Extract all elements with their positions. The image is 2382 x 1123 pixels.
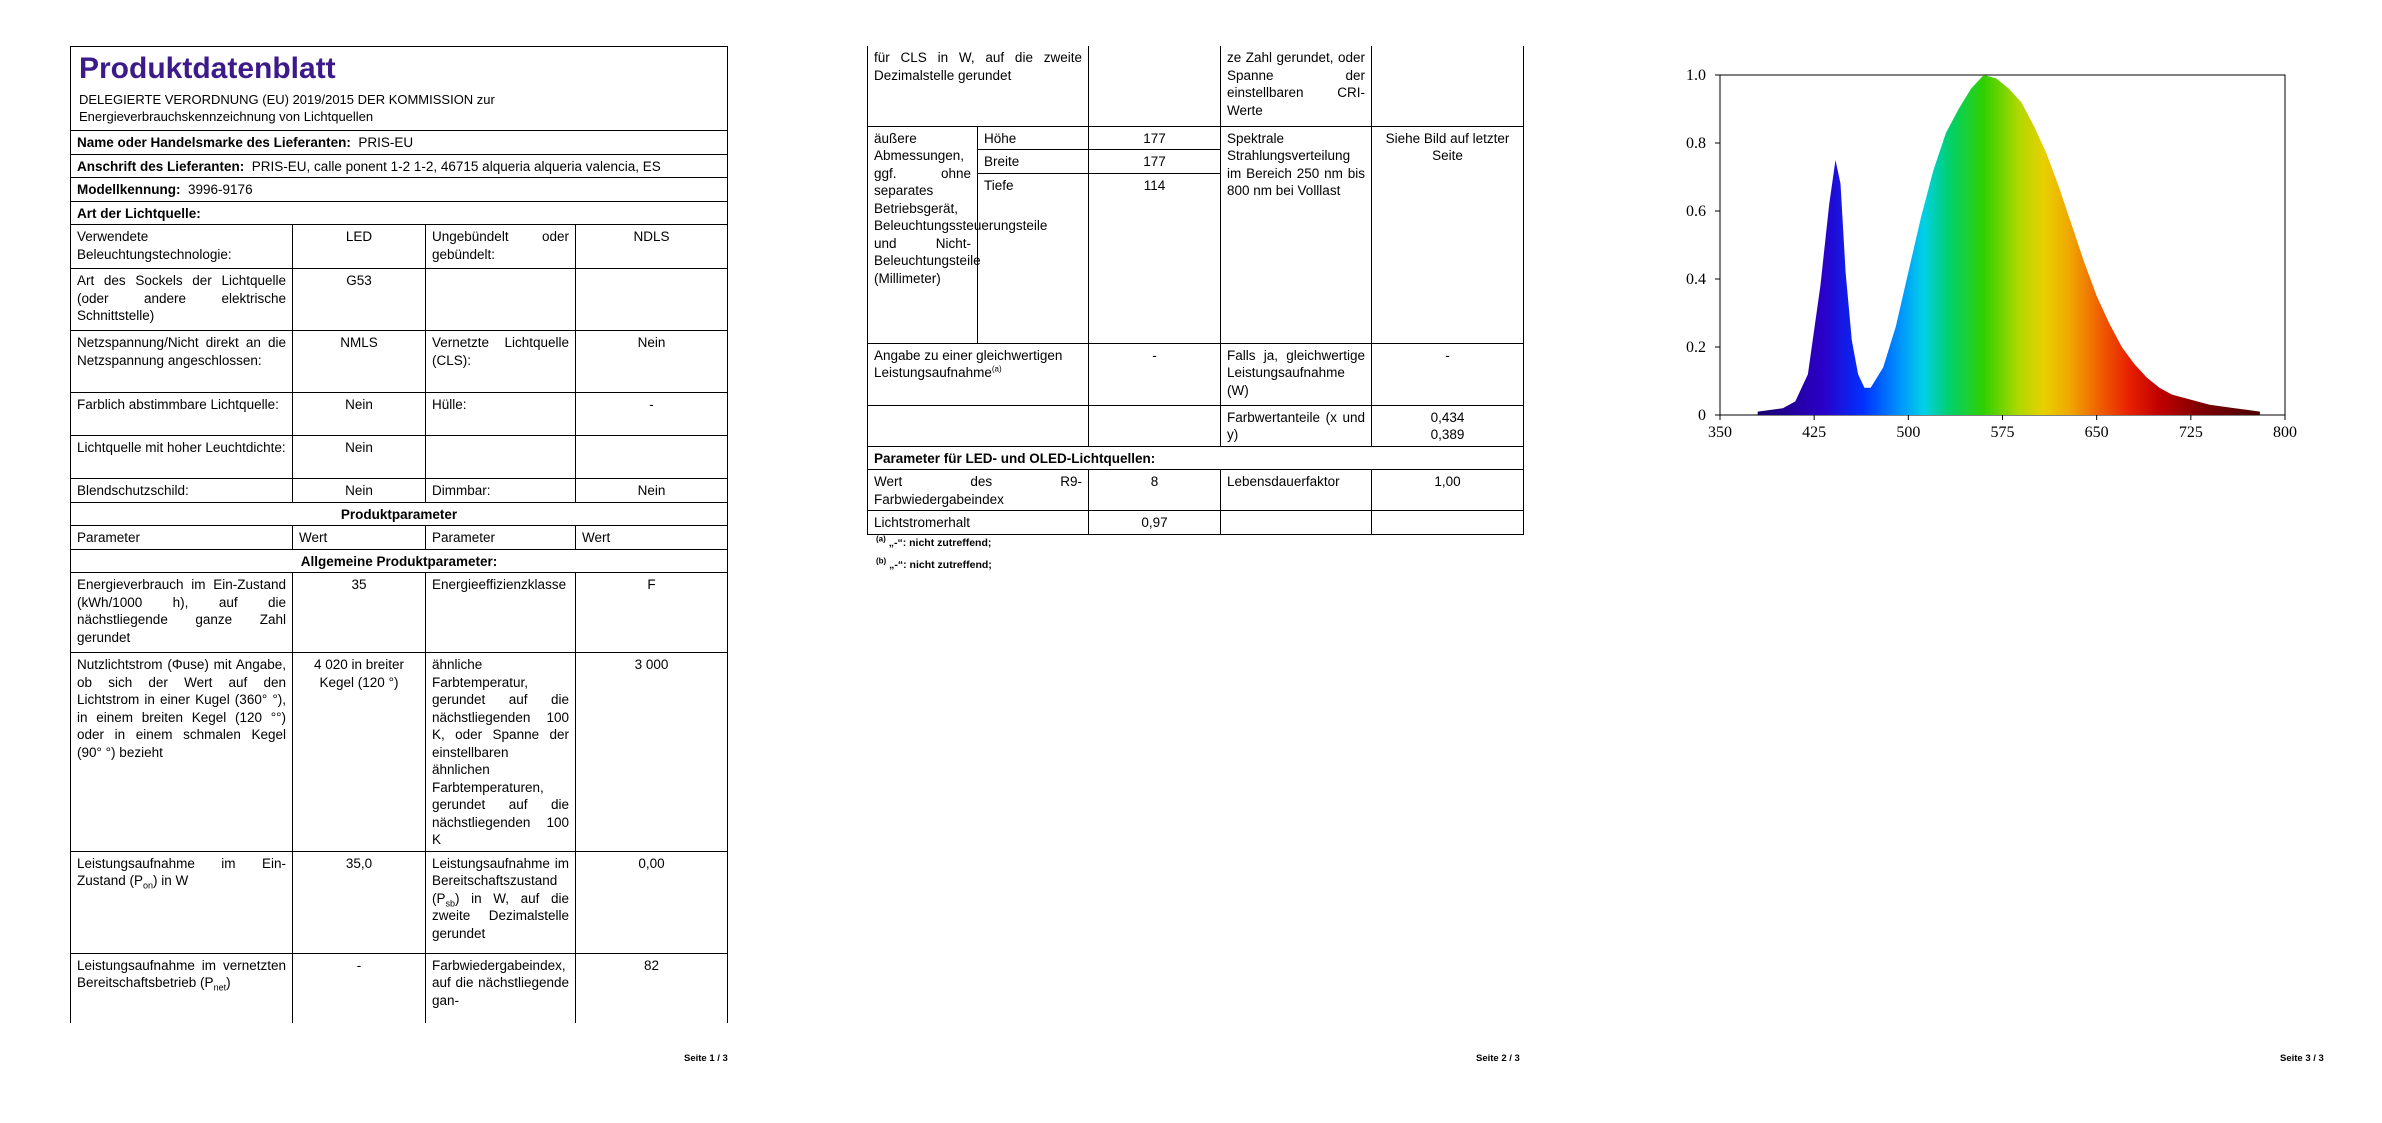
empty-cell xyxy=(1372,511,1524,535)
x-tick-label: 725 xyxy=(2178,424,2203,441)
footnote-mark: (a) xyxy=(991,364,1002,374)
supplier-address: PRIS-EU, calle ponent 1-2 1-2, 46715 alqueria alqueria valencia, ES xyxy=(251,158,661,174)
row-value: Nein xyxy=(576,479,728,503)
empty-cell xyxy=(868,405,1089,446)
equivalent-power-w-label: Falls ja, gleichwertige Leistungsaufnahme (W) xyxy=(1221,343,1372,405)
supplier-name-label: Name oder Handelsmarke des Lieferanten: xyxy=(77,135,351,150)
row-label: Dimmbar: xyxy=(426,479,576,503)
table-row xyxy=(71,653,728,852)
x-tick-label: 350 xyxy=(1708,424,1732,441)
standby-power-label xyxy=(426,851,576,953)
row-value: - xyxy=(576,393,728,436)
continued-label: ze Zahl gerundet, oder Spanne der einstellbaren CRI-Werte xyxy=(1221,46,1372,126)
label-subscript: on xyxy=(143,880,154,891)
continued-label: für CLS in W, auf die zweite Dezimalstelle gerundet xyxy=(868,46,1089,126)
footnote-text: „-“: nicht zutreffend; xyxy=(889,559,992,571)
row-value: NDLS xyxy=(576,225,728,269)
footnote-b xyxy=(876,558,992,572)
chromaticity-y: 0,389 xyxy=(1430,427,1465,442)
table-row xyxy=(868,405,1524,446)
page-3 xyxy=(1560,0,2382,1123)
footnote-mark: (b) xyxy=(876,556,887,566)
spectrum-area xyxy=(1758,75,2260,415)
footnote-a xyxy=(876,536,991,550)
width-value: 177 xyxy=(1089,150,1221,174)
color-temperature-value: 3 000 xyxy=(576,653,728,852)
y-tick-label: 0.8 xyxy=(1686,135,1706,152)
row-value: Nein xyxy=(293,393,426,436)
table-row xyxy=(71,393,728,436)
dimensions-label: äußere Abmessungen, ggf. ohne separates Betriebsgerät, Beleuchtungssteuerungsteile und Nicht-Beleuchtungsteile (Millimeter) xyxy=(868,126,978,343)
y-tick-label: 0 xyxy=(1698,407,1706,424)
row-value: Nein xyxy=(293,436,426,479)
on-mode-power-value: 35,0 xyxy=(293,851,426,953)
x-tick-label: 500 xyxy=(1896,424,1921,441)
page-2 xyxy=(780,0,1560,1123)
row-value xyxy=(576,269,728,331)
spectral-distribution-label: Spektrale Strahlungsverteilung im Bereich 250 nm bis 800 nm bei Volllast xyxy=(1221,126,1372,343)
row-value: NMLS xyxy=(293,331,426,393)
general-params-heading: Allgemeine Produktparameter: xyxy=(71,549,728,573)
depth-label: Tiefe xyxy=(978,173,1089,343)
table-row xyxy=(71,573,728,653)
table-row xyxy=(71,953,728,1023)
color-temperature-label: ähnliche Farbtemperatur, gerundet auf die nächstliegenden 100 K, oder Spanne der einstellbaren ähnlichen Farbtemperaturen, gerundet auf die nächstliegenden 100 K xyxy=(426,653,576,852)
y-tick-label: 0.2 xyxy=(1686,339,1706,356)
label-text: Leistungsaufnahme im vernetzten Bereitschaftsbetrieb (P xyxy=(77,957,286,990)
row-label: Lichtquelle mit hoher Leuchtdichte: xyxy=(71,436,293,479)
y-tick-label: 0.6 xyxy=(1686,203,1706,220)
footnote-text: „-“: nicht zutreffend; xyxy=(888,537,992,549)
label-subscript: sb xyxy=(445,898,456,909)
column-header-parameter: Parameter xyxy=(71,526,293,550)
luminous-flux-label: Nutzlichtstrom (Φuse) mit Angabe, ob sich der Wert auf den Lichtstrom in einer Kugel (360° °), in einem breiten Kegel (120 °°) oder in einem schmalen Kegel (90° °) bezieht xyxy=(71,653,293,852)
lumen-maintenance-label: Lichtstromerhalt xyxy=(868,511,1089,535)
table-row xyxy=(868,46,1524,126)
table-row xyxy=(71,331,728,393)
column-header-value: Wert xyxy=(576,526,728,550)
row-label: Hülle: xyxy=(426,393,576,436)
equivalent-power-label xyxy=(868,343,1089,405)
chromaticity-value xyxy=(1372,405,1524,446)
page-number: Seite 2 / 3 xyxy=(1476,1053,1520,1064)
standby-power-value: 0,00 xyxy=(576,851,728,953)
product-data-table xyxy=(70,46,728,1023)
r9-value: 8 xyxy=(1089,470,1221,511)
page-title: Produktdatenblatt xyxy=(79,52,336,85)
supplier-address-label: Anschrift des Lieferanten: xyxy=(77,158,245,174)
spectral-distribution-chart xyxy=(1650,55,2330,475)
lumen-maintenance-value: 0,97 xyxy=(1089,511,1221,535)
table-header-row xyxy=(71,526,728,550)
table-row xyxy=(868,126,1524,150)
width-label: Breite xyxy=(978,150,1089,174)
model-value: 3996-9176 xyxy=(188,182,253,197)
energy-consumption-value: 35 xyxy=(293,573,426,653)
label-text: ) in W xyxy=(153,873,189,888)
row-value: Nein xyxy=(576,331,728,393)
table-row xyxy=(71,269,728,331)
cri-value: 82 xyxy=(576,953,728,1023)
row-value xyxy=(576,436,728,479)
row-value: G53 xyxy=(293,269,426,331)
page-number: Seite 1 / 3 xyxy=(684,1053,728,1064)
row-label xyxy=(426,269,576,331)
depth-value: 114 xyxy=(1089,173,1221,343)
label-text: Leistungsaufnahme im Bereitschaftszustand (P xyxy=(432,855,569,906)
product-data-table-continued xyxy=(867,46,1524,535)
label-text: ) in W, auf die zweite Dezimalstelle gerundet xyxy=(432,890,569,941)
lifetime-factor-value: 1,00 xyxy=(1372,470,1524,511)
row-label: Vernetzte Lichtquelle (CLS): xyxy=(426,331,576,393)
row-label: Ungebündelt oder gebündelt: xyxy=(426,225,576,269)
label-text: Angabe zu einer gleichwertigen Leistungsaufnahme xyxy=(874,347,1063,380)
x-tick-label: 575 xyxy=(1990,424,2015,441)
efficiency-class-value: F xyxy=(576,573,728,653)
empty-cell xyxy=(1221,511,1372,535)
row-label xyxy=(426,436,576,479)
x-tick-label: 800 xyxy=(2273,424,2297,441)
table-row xyxy=(71,851,728,953)
row-label: Verwendete Beleuchtungstechnologie: xyxy=(71,225,293,269)
product-params-heading: Produktparameter xyxy=(71,502,728,526)
chromaticity-label: Farbwertanteile (x und y) xyxy=(1221,405,1372,446)
table-row xyxy=(868,511,1524,535)
label-text: Leistungsaufnahme im Ein-Zustand (P xyxy=(77,855,286,888)
table-row xyxy=(868,470,1524,511)
y-tick-label: 0.4 xyxy=(1686,271,1706,288)
energy-consumption-label: Energieverbrauch im Ein-Zustand (kWh/1000 h), auf die nächstliegende ganze Zahl gerundet xyxy=(71,573,293,653)
supplier-name: PRIS-EU xyxy=(358,135,414,150)
row-value: Nein xyxy=(293,479,426,503)
chromaticity-x: 0,434 xyxy=(1430,409,1465,425)
networked-standby-label xyxy=(71,953,293,1023)
x-tick-label: 425 xyxy=(1802,424,1827,441)
luminous-flux-value: 4 020 in breiter Kegel (120 °) xyxy=(293,653,426,852)
column-header-parameter: Parameter xyxy=(426,526,576,550)
continued-value xyxy=(1089,46,1221,126)
height-value: 177 xyxy=(1089,126,1221,150)
continued-value xyxy=(1372,46,1524,126)
page-1 xyxy=(0,0,780,1123)
equivalent-power-value: - xyxy=(1089,343,1221,405)
on-mode-power-label xyxy=(71,851,293,953)
row-label: Blendschutzschild: xyxy=(71,479,293,503)
networked-standby-value: - xyxy=(293,953,426,1023)
light-source-type-heading: Art der Lichtquelle: xyxy=(71,201,728,225)
row-label: Netzspannung/Nicht direkt an die Netzspannung angeschlossen: xyxy=(71,331,293,393)
table-row xyxy=(71,225,728,269)
cri-label: Farbwiedergabeindex, auf die nächstliegende gan- xyxy=(426,953,576,1023)
y-tick-label: 1.0 xyxy=(1686,67,1706,84)
table-row xyxy=(71,479,728,503)
equivalent-power-w-value: - xyxy=(1372,343,1524,405)
label-text: ) xyxy=(226,975,231,990)
row-value: LED xyxy=(293,225,426,269)
regulation-text: DELEGIERTE VERORDNUNG (EU) 2019/2015 DER KOMMISSION zur Energieverbrauchskennzeichnung von Lichtquellen xyxy=(79,92,495,124)
label-subscript: net xyxy=(213,982,227,993)
height-label: Höhe xyxy=(978,126,1089,150)
table-row xyxy=(868,343,1524,405)
led-params-heading: Parameter für LED- und OLED-Lichtquellen: xyxy=(868,446,1524,470)
empty-cell xyxy=(1089,405,1221,446)
column-header-value: Wert xyxy=(293,526,426,550)
page-number: Seite 3 / 3 xyxy=(2280,1053,2324,1064)
model-label: Modellkennung: xyxy=(77,182,181,197)
row-label: Farblich abstimmbare Lichtquelle: xyxy=(71,393,293,436)
x-tick-label: 650 xyxy=(2084,424,2109,441)
plot-area xyxy=(1686,67,2297,441)
row-label: Art des Sockels der Lichtquelle (oder andere elektrische Schnittstelle) xyxy=(71,269,293,331)
spectral-distribution-value: Siehe Bild auf letzter Seite xyxy=(1372,126,1524,343)
efficiency-class-label: Energieeffizienzklasse xyxy=(426,573,576,653)
r9-label: Wert des R9-Farbwiedergabeindex xyxy=(868,470,1089,511)
lifetime-factor-label: Lebensdauerfaktor xyxy=(1221,470,1372,511)
footnote-mark: (a) xyxy=(876,534,886,544)
table-row xyxy=(71,436,728,479)
